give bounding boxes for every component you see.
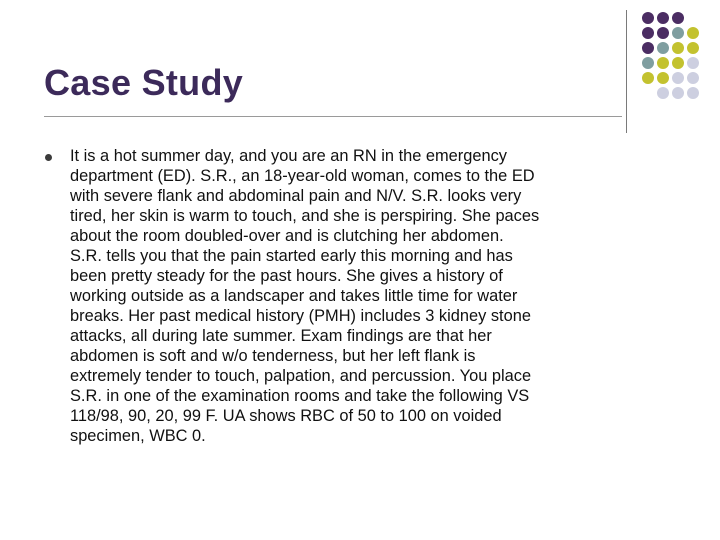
bullet-text-line: S.R. tells you that the pain started early this morning and has (70, 247, 513, 265)
decorative-dot (672, 87, 684, 99)
bullet-dot-icon (45, 154, 52, 161)
bullet-text-line: department (ED). S.R., an 18-year-old woman, comes to the ED (70, 167, 535, 185)
decorative-dot (687, 27, 699, 39)
bullet-text-line: abdomen is soft and w/o tenderness, but her left flank is (70, 347, 476, 365)
decorative-dot (672, 27, 684, 39)
title-underline (44, 116, 622, 117)
bullet-text-line: attacks, all during late summer. Exam findings are that her (70, 327, 492, 345)
decorative-dot (672, 72, 684, 84)
decorative-dot (642, 72, 654, 84)
decorative-dot (687, 42, 699, 54)
bullet-text-line: working outside as a landscaper and takes little time for water (70, 287, 518, 305)
bullet-text-line: specimen, WBC 0. (70, 427, 206, 445)
decorative-dot (642, 57, 654, 69)
bullet-text-line: S.R. in one of the examination rooms and take the following VS (70, 387, 530, 405)
decorative-dot (657, 12, 669, 24)
decorative-dot (642, 12, 654, 24)
slide-title: Case Study (44, 62, 244, 103)
decorative-dot (672, 42, 684, 54)
bullet-item (44, 146, 684, 446)
decorative-dot (642, 27, 654, 39)
decorative-dot (657, 57, 669, 69)
decorative-dot (672, 12, 684, 24)
decorative-dot (657, 72, 669, 84)
decorative-dot (687, 72, 699, 84)
decorative-dot (687, 87, 699, 99)
bullet-text-line: with severe flank and abdominal pain and N/V. S.R. looks very (70, 187, 522, 205)
decorative-dot (687, 57, 699, 69)
decorative-dot (657, 42, 669, 54)
decorative-dot (657, 87, 669, 99)
bullet-text-line: extremely tender to touch, palpation, and percussion. You place (70, 367, 532, 385)
decorative-dot (672, 57, 684, 69)
bullet-text-line: about the room doubled-over and is clutching her abdomen. (70, 227, 504, 245)
bullet-text-line: tired, her skin is warm to touch, and she is perspiring. She paces (70, 207, 540, 225)
bullet-text-line: 118/98, 90, 20, 99 F. UA shows RBC of 50 to 100 on voided (70, 407, 502, 425)
bullet-text-line: It is a hot summer day, and you are an RN in the emergency (70, 147, 507, 165)
decorative-dot (657, 27, 669, 39)
decorative-dot (642, 42, 654, 54)
bullet-text-line: breaks. Her past medical history (PMH) includes 3 kidney stone (70, 307, 531, 325)
bullet-text-line: been pretty steady for the past hours. She gives a history of (70, 267, 503, 285)
decorative-dot-grid (642, 12, 712, 108)
bullet-list (44, 146, 684, 446)
bullet-text (70, 146, 684, 446)
vertical-divider (626, 10, 627, 133)
